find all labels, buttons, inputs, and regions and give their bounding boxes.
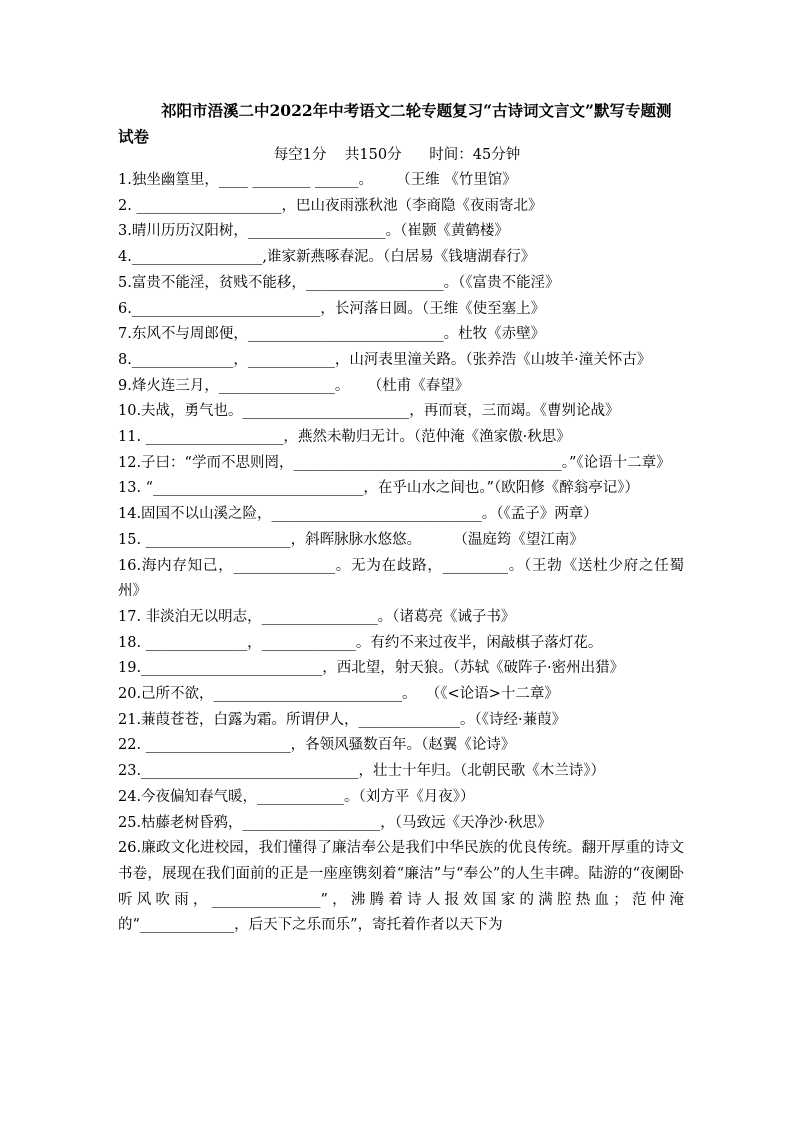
question-text: 6.__________________________，长河落日圆。（王维《使至塞上》 bbox=[118, 300, 546, 317]
page-title: 祁阳市浯溪二中2022年中考语文二轮专题复习“古诗词文言文”默写专题测试卷 bbox=[118, 101, 672, 146]
question-item bbox=[118, 605, 684, 631]
question-item bbox=[118, 759, 684, 785]
question-item bbox=[118, 528, 684, 554]
question-text: 13. “_____________________________，在乎山水之间也。”（欧阳修《醉翁亭记》） bbox=[118, 480, 639, 497]
question-item bbox=[118, 374, 684, 400]
question-item bbox=[118, 656, 684, 682]
question-item bbox=[118, 811, 684, 837]
question-text: 7.东风不与周郎便，___________________________。杜牧《赤壁》 bbox=[118, 326, 546, 343]
question-item bbox=[118, 682, 684, 708]
question-item bbox=[118, 219, 684, 245]
question-item bbox=[118, 785, 684, 811]
question-text: 24.今夜偏知春气暖，____________。（刘方平《月夜》） bbox=[118, 788, 475, 805]
question-text: 23.______________________________，壮士十年归。（北朝民歌《木兰诗》） bbox=[118, 763, 606, 780]
question-item bbox=[118, 733, 684, 759]
question-text: 16.海内存知己，______________。无为在歧路，_________。（王勃《送杜少府之任蜀州》 bbox=[118, 557, 684, 600]
question-item bbox=[118, 476, 684, 502]
question-item bbox=[118, 194, 684, 220]
question-item bbox=[118, 451, 684, 477]
question-item bbox=[118, 399, 684, 425]
question-item bbox=[118, 245, 684, 271]
question-text: 25.枯藤老树昏鸦，___________________，（马致远《天净沙·秋思》 bbox=[118, 814, 552, 831]
question-item bbox=[118, 271, 684, 297]
question-text: 3.晴川历历汉阳树，___________________。（崔颢《黄鹤楼》 bbox=[118, 223, 509, 240]
question-text: 20.己所不欲，__________________________。 （《<论语>十二章》 bbox=[118, 686, 559, 703]
question-text: 4.__________________,谁家新燕啄春泥。（白居易《钱塘湖春行》 bbox=[118, 249, 536, 266]
question-item bbox=[118, 425, 684, 451]
exam-info: 每空1分 共150分 时间：45分钟 bbox=[273, 147, 521, 163]
question-text: 11. ___________________，燕然未勒归无计。（范仲淹《渔家傲·秋思》 bbox=[118, 429, 571, 446]
question-item bbox=[118, 631, 684, 657]
question-list bbox=[118, 168, 684, 939]
question-item bbox=[118, 708, 684, 734]
question-text: 26.廉政文化进校园，我们懂得了廉洁奉公是我们中华民族的优良传统。翻开厚重的诗文书卷，展现在我们面前的正是一座座镌刻着“廉洁”与“奉公”的人生丰碑。陆游的“夜阑卧听风吹雨，_______________”，沸腾着诗人报效国家的满腔热血；范仲淹的“_____________，后天下之乐而乐”，寄托着作者以天下为 bbox=[118, 840, 684, 934]
question-text: 21.蒹葭苍苍，白露为霜。所谓伊人，______________。（《诗经·蒹葭》 bbox=[118, 711, 567, 728]
question-item bbox=[118, 297, 684, 323]
question-item bbox=[118, 554, 684, 605]
question-text: 5.富贵不能淫，贫贱不能移，___________________。（《富贵不能淫》 bbox=[118, 274, 560, 291]
question-text: 22. ____________________，各领风骚数百年。（赵翼《论诗》 bbox=[118, 737, 516, 754]
question-text: 14.固国不以山溪之险，_____________________________。（《孟子》两章） bbox=[118, 506, 598, 523]
question-text: 17. 非淡泊无以明志，________________。（诸葛亮《诫子书》 bbox=[118, 608, 516, 625]
question-item bbox=[118, 348, 684, 374]
question-text: 15. ____________________，斜晖脉脉水悠悠。 （温庭筠《望江南》 bbox=[118, 531, 584, 548]
question-item bbox=[118, 836, 684, 939]
question-item bbox=[118, 502, 684, 528]
question-text: 2. ____________________，巴山夜雨涨秋池（李商隐《夜雨寄北》 bbox=[118, 197, 543, 214]
question-text: 19._________________________，西北望，射天狼。（苏轼《破阵子·密州出猎》 bbox=[118, 660, 625, 677]
question-text: 1.独坐幽篁里，____ ________ ______。 （王维 《竹里馆》 bbox=[118, 172, 517, 188]
question-text: 9.烽火连三月，________________。 （杜甫《春望》 bbox=[118, 377, 470, 394]
question-text: 12.子曰：“学而不思则罔，_____________________________________。”《论语十二章》 bbox=[118, 454, 671, 471]
question-item bbox=[118, 168, 684, 194]
question-item bbox=[118, 322, 684, 348]
question-text: 18. ______________，_____________。有约不来过夜半，闲敲棋子落灯花。 bbox=[118, 634, 603, 651]
question-text: 10.夫战，勇气也。_______________________，再而衰，三而竭。《曹刿论战》 bbox=[118, 403, 620, 420]
question-text: 8.______________，____________，山河表里潼关路。（张养浩《山坡羊·潼关怀古》 bbox=[118, 351, 652, 368]
